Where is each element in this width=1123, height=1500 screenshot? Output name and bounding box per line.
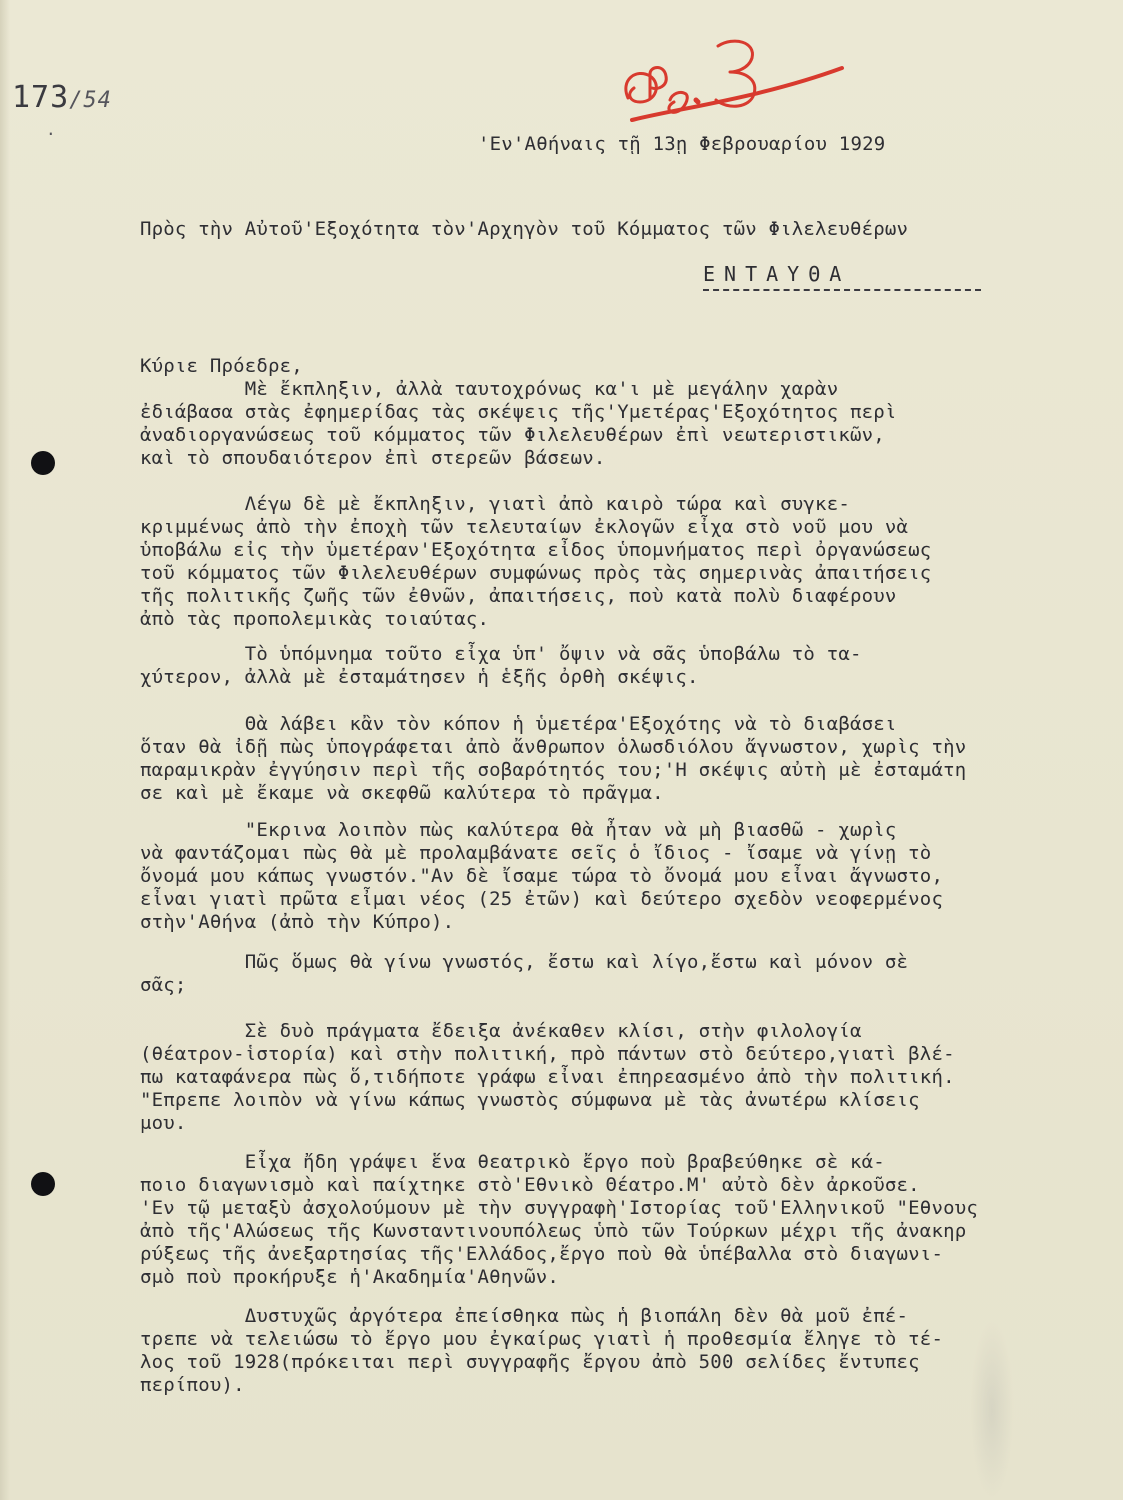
paragraph-line: ὅταν θὰ ἰδῇ πὼς ὑπογράφεται ἀπὸ ἄνθρωπον ὁλωσδιόλου ἄγνωστον, χωρὶς τὴν [140, 736, 967, 758]
paragraph-line: ἐδιάβασα στὰς ἐφημερίδας τὰς σκέψεις τῆς'Υμετέρας'Εξοχότητος περὶ [140, 401, 897, 423]
paragraph-line: Πῶς ὅμως θὰ γίνω γνωστός, ἔστω καὶ λίγο,ἔστω καὶ μόνον σὲ [140, 951, 909, 973]
archive-number [12, 80, 112, 115]
paragraph-line: ἀπὸ τὰς προπολεμικὰς τοιαύτας. [140, 608, 490, 630]
paragraph-line: πω καταφάνερα πὼς ὅ,τιδήποτε γράφω εἶναι ἐπηρεασμένο ἀπὸ τὴν πολιτική. [140, 1066, 955, 1088]
paragraph-line: ποιο διαγωνισμὸ καὶ παίχτηκε στὸ'Εθνικὸ Θέατρο.Μ' αὐτὸ δὲν ἀρκοῦσε. [140, 1174, 920, 1196]
page-edge-shadow [0, 0, 10, 1500]
paragraph-line: μου. [140, 1112, 187, 1134]
paragraph-line: στὴν'Αθήνα (ἀπὸ τὴν Κύπρο). [140, 911, 455, 933]
date-line: 'Εν'Αθήναις τῇ 13ῃ Φεβρουαρίου 1929 [478, 133, 886, 155]
paragraph-line: "Εκρινα λοιπὸν πὼς καλύτερα θὰ ἦταν νὰ μὴ βιασθῶ - χωρὶς [140, 819, 897, 841]
addressee-line: Πρὸς τὴν Αὐτοῦ'Εξοχότητα τὸν'Αρχηγὸν τοῦ Κόμματος τῶν Φιλελευθέρων [140, 218, 909, 240]
punch-hole-top [31, 451, 55, 475]
paragraph-line: Δυστυχῶς ἀργότερα ἐπείσθηκα πὼς ἡ βιοπάλη δὲν θὰ μοῦ ἐπέ- [140, 1305, 909, 1327]
local-delivery-line: ΕΝΤΑΥΘΑ [703, 262, 851, 286]
archive-number-main: 173 [12, 80, 70, 115]
paragraph-line: σε καὶ μὲ ἔκαμε νὰ σκεφθῶ καλύτερα τὸ πρᾶγμα. [140, 782, 664, 804]
margin-mark: . [46, 120, 56, 139]
paragraph-line: Εἶχα ἤδη γράψει ἕνα θεατρικὸ ἔργο ποὺ βραβεύθηκε σὲ κά- [140, 1151, 885, 1173]
archive-number-sub: /54 [69, 88, 112, 113]
paragraph-line: εἶναι γιατὶ πρῶτα εἶμαι νέος (25 ἐτῶν) καὶ δεύτερο σχεδὸν νεοφερμένος [140, 888, 944, 910]
paragraph-line: λος τοῦ 1928(πρόκειται περὶ συγγραφῆς ἔργου ἀπὸ 500 σελίδες ἔντυπες [140, 1351, 920, 1373]
paragraph-line: σᾶς; [140, 974, 187, 996]
paragraph-line: περίπου). [140, 1374, 245, 1396]
paragraph-line: χύτερον, ἀλλὰ μὲ ἐσταμάτησεν ἡ ἑξῆς ὀρθὴ σκέψις. [140, 666, 699, 688]
paragraph-line: τοῦ κόμματος τῶν Φιλελευθέρων συμφώνως πρὸς τὰς σημερινὰς ἀπαιτήσεις [140, 562, 932, 584]
paragraph-line: Θὰ λάβει κἂν τὸν κόπον ἡ ὑμετέρα'Εξοχότης νὰ τὸ διαβάσει [140, 713, 897, 735]
paragraph-line: κριμμένως ἀπὸ τὴν ἐποχὴ τῶν τελευταίων ἐκλογῶν εἶχα στὸ νοῦ μου νὰ [140, 516, 909, 538]
red-handwritten-annotation [610, 28, 850, 138]
faded-stamp [970, 1320, 1014, 1500]
paragraph-line: τῆς πολιτικῆς ζωῆς τῶν ἐθνῶν, ἀπαιτήσεις, ποὺ κατὰ πολὺ διαφέρουν [140, 585, 897, 607]
paragraph-line: Λέγω δὲ μὲ ἔκπληξιν, γιατὶ ἀπὸ καιρὸ τώρα καὶ συγκε- [140, 493, 850, 515]
paragraph-line: ὑποβάλω εἰς τὴν ὑμετέραν'Εξοχότητα εἶδος ὑπομνήματος περὶ ὀργανώσεως [140, 539, 932, 561]
paragraph-line: (θέατρον-ἱστορία) καὶ στὴν πολιτική, πρὸ πάντων στὸ δεύτερο,γιατὶ βλέ- [140, 1043, 955, 1065]
paragraph-line: ἀναδιοργανώσεως τοῦ κόμματος τῶν Φιλελευθέρων ἐπὶ νεωτεριστικῶν, [140, 424, 885, 446]
punch-hole-bottom [31, 1172, 55, 1196]
paragraph-line: 'Εν τῷ μεταξὺ ἀσχολούμουν μὲ τὴν συγγραφὴ'Ιστορίας τοῦ'Ελληνικοῦ "Εθνους [140, 1197, 979, 1219]
paragraph-line: σμὸ ποὺ προκήρυξε ἡ'Ακαδημία'Αθηνῶν. [140, 1266, 560, 1288]
paragraph-line: ρύξεως τῆς ἀνεξαρτησίας τῆς'Ελλάδος,ἔργο ποὺ θὰ ὑπέβαλλα στὸ διαγωνι- [140, 1243, 944, 1265]
paragraph-line: Σὲ δυὸ πράγματα ἔδειξα ἀνέκαθεν κλίσι, στὴν φιλολογία [140, 1020, 862, 1042]
paragraph-line: ὄνομά μου κάπως γνωστόν."Αν δὲ ἴσαμε τώρα τὸ ὄνομά μου εἶναι ἄγνωστο, [140, 865, 944, 887]
paragraph-line: ἀπὸ τῆς'Αλώσεως τῆς Κωνσταντινουπόλεως ὑπὸ τῶν Τούρκων μέχρι τῆς ἀνακηρ [140, 1220, 967, 1242]
paragraph-line: "Επρεπε λοιπὸν νὰ γίνω κάπως γνωστὸς σύμφωνα μὲ τὰς ἀνωτέρω κλίσεις [140, 1089, 920, 1111]
paragraph-line: Μὲ ἔκπληξιν, ἀλλὰ ταυτοχρόνως κα'ι μὲ μεγάλην χαρὰν [140, 378, 839, 400]
local-underline [703, 289, 981, 291]
paragraph-line: παραμικρὰν ἐγγύησιν περὶ τῆς σοβαρότητός του;'Η σκέψις αὐτὴ μὲ ἐσταμάτη [140, 759, 967, 781]
salutation: Κύριε Πρόεδρε, [140, 355, 303, 377]
paragraph-line: τρεπε νὰ τελειώσω τὸ ἔργο μου ἐγκαίρως γιατὶ ἡ προθεσμία ἔληγε τὸ τέ- [140, 1328, 944, 1350]
paragraph-line: Τὸ ὑπόμνημα τοῦτο εἶχα ὑπ' ὄψιν νὰ σᾶς ὑποβάλω τὸ τα- [140, 643, 862, 665]
paragraph-line: καὶ τὸ σπουδαιότερον ἐπὶ στερεῶν βάσεων. [140, 447, 606, 469]
paragraph-line: νὰ φαντάζομαι πὼς θὰ μὲ προλαμβάνατε σεῖς ὁ ἴδιος - ἴσαμε νὰ γίνῃ τὸ [140, 842, 932, 864]
